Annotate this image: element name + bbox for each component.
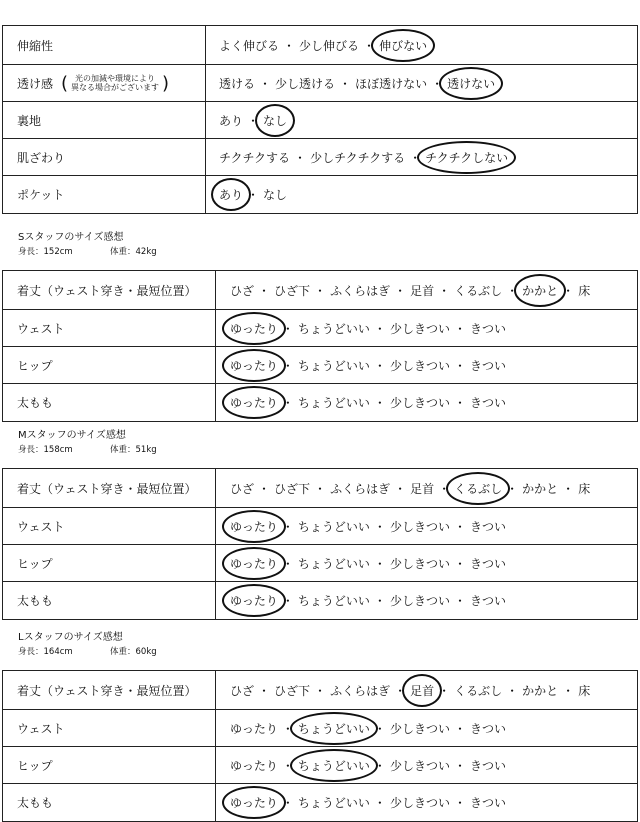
selected-option: 伸びない bbox=[379, 38, 428, 53]
row-options bbox=[218, 139, 637, 175]
option: くるぶし bbox=[454, 283, 503, 298]
row-label-text: 着丈（ウェスト穿き・最短位置） bbox=[17, 481, 197, 496]
option-separator: ・ bbox=[294, 150, 307, 165]
option-separator: ・ bbox=[281, 758, 294, 773]
option-separator: ・ bbox=[373, 721, 386, 736]
row-label bbox=[3, 102, 206, 138]
staff-height: 身長：164cm bbox=[18, 647, 73, 657]
row-label-text: ウェスト bbox=[17, 519, 65, 534]
option-separator: ・ bbox=[394, 283, 407, 298]
option: 少しきつい bbox=[389, 358, 450, 373]
row-options bbox=[229, 710, 637, 746]
option: ゆったり bbox=[230, 721, 278, 736]
staff-title: Lスタッフのサイズ感想 bbox=[18, 632, 123, 643]
option-separator: ・ bbox=[259, 76, 272, 91]
table-row bbox=[3, 671, 637, 710]
option-separator: ・ bbox=[373, 796, 386, 810]
row-label bbox=[3, 347, 216, 383]
row-label-text: 裏地 bbox=[17, 113, 42, 128]
row-label bbox=[3, 747, 216, 783]
selected-option: ゆったり bbox=[230, 594, 278, 608]
row-label-text: 着丈（ウェスト穿き・最短位置） bbox=[17, 683, 197, 698]
option-separator: ・ bbox=[453, 396, 466, 410]
row-label-text: ウェスト bbox=[17, 721, 65, 736]
staff-measurements bbox=[18, 645, 157, 657]
staff-weight: 体重：51kg bbox=[110, 445, 157, 455]
option-separator: ・ bbox=[562, 683, 575, 698]
selected-option: ゆったり bbox=[230, 321, 278, 336]
row-label bbox=[3, 784, 216, 821]
option-separator: ・ bbox=[373, 519, 386, 534]
selected-option: ゆったり bbox=[230, 796, 278, 810]
option-separator: ・ bbox=[453, 556, 466, 571]
table-row bbox=[3, 26, 637, 65]
option-separator: ・ bbox=[373, 396, 386, 410]
option: ほぼ透けない bbox=[355, 76, 428, 91]
option: ひざ下 bbox=[274, 481, 311, 496]
table-row bbox=[3, 508, 637, 545]
table-row bbox=[3, 784, 637, 821]
option: きつい bbox=[469, 396, 506, 410]
staff-weight: 体重：60kg bbox=[110, 647, 157, 657]
option-separator: ・ bbox=[438, 481, 451, 496]
option-separator: ・ bbox=[562, 481, 575, 496]
option: チクチクする bbox=[219, 150, 291, 165]
option: 少しきつい bbox=[389, 721, 450, 736]
row-label-text: ヒップ bbox=[17, 556, 53, 571]
option: ふくらはぎ bbox=[330, 481, 391, 496]
option-separator: ・ bbox=[339, 76, 352, 91]
note-line: 光の加減や環境により bbox=[75, 74, 156, 83]
selected-option: チクチクしない bbox=[425, 150, 509, 165]
selected-option: ゆったり bbox=[230, 556, 278, 571]
option: ちょうどいい bbox=[297, 396, 370, 410]
selected-option: ちょうどいい bbox=[297, 758, 370, 773]
row-label-text: ヒップ bbox=[17, 758, 53, 773]
option-separator: ・ bbox=[281, 721, 294, 736]
row-label bbox=[3, 139, 206, 175]
table-row bbox=[3, 582, 637, 619]
option: ふくらはぎ bbox=[330, 683, 391, 698]
option-separator: ・ bbox=[453, 519, 466, 534]
row-label bbox=[3, 582, 216, 619]
staff-measurements bbox=[18, 245, 157, 257]
row-options bbox=[229, 508, 637, 544]
selected-option: 足首 bbox=[410, 683, 435, 698]
option: 少し透ける bbox=[275, 76, 336, 91]
row-label bbox=[3, 545, 216, 581]
option-separator: ・ bbox=[453, 594, 466, 608]
option-separator: ・ bbox=[506, 481, 519, 496]
table-row bbox=[3, 176, 637, 213]
option-separator: ・ bbox=[438, 683, 451, 698]
selected-option: ちょうどいい bbox=[297, 721, 370, 736]
option: きつい bbox=[469, 721, 506, 736]
option: ちょうどいい bbox=[297, 321, 370, 336]
option: きつい bbox=[469, 594, 506, 608]
option-separator: ・ bbox=[281, 519, 294, 534]
option-separator: ・ bbox=[314, 683, 327, 698]
option: ちょうどいい bbox=[297, 796, 370, 810]
option: 少しきつい bbox=[389, 796, 450, 810]
row-label-text: 肌ざわり bbox=[17, 150, 66, 165]
option: 少し伸びる bbox=[299, 38, 360, 53]
option-separator: ・ bbox=[281, 556, 294, 571]
row-options bbox=[218, 65, 637, 101]
row-label bbox=[3, 710, 216, 746]
option-separator: ・ bbox=[281, 321, 294, 336]
row-label-text: 着丈（ウェスト穿き・最短位置） bbox=[17, 283, 197, 298]
row-label-text: 太もも bbox=[17, 594, 54, 608]
row-label-text: ウェスト bbox=[17, 321, 65, 336]
option: 床 bbox=[578, 683, 591, 698]
row-options bbox=[229, 271, 637, 309]
option: ちょうどいい bbox=[297, 519, 370, 534]
row-options bbox=[218, 176, 637, 213]
table-row bbox=[3, 469, 637, 508]
row-label bbox=[3, 271, 216, 309]
table-row bbox=[3, 545, 637, 582]
staff-table bbox=[2, 670, 638, 822]
option: 少しきつい bbox=[389, 519, 450, 534]
selected-option: あり bbox=[219, 188, 244, 202]
row-options bbox=[229, 747, 637, 783]
row-options bbox=[218, 26, 637, 64]
row-label bbox=[3, 508, 216, 544]
row-label bbox=[3, 469, 216, 507]
option: 床 bbox=[578, 481, 591, 496]
note-paren-open: ( bbox=[61, 72, 69, 94]
row-options bbox=[229, 384, 637, 421]
row-label-text: ポケット bbox=[17, 188, 65, 202]
option-separator: ・ bbox=[373, 758, 386, 773]
row-label bbox=[3, 65, 206, 101]
row-label-text: 太もも bbox=[17, 796, 54, 810]
option-separator: ・ bbox=[394, 683, 407, 698]
row-label bbox=[3, 384, 216, 421]
table-row bbox=[3, 747, 637, 784]
option-separator: ・ bbox=[453, 721, 466, 736]
selected-option: ゆったり bbox=[230, 396, 278, 410]
option: ちょうどいい bbox=[297, 358, 370, 373]
row-label bbox=[3, 671, 216, 709]
option-separator: ・ bbox=[247, 113, 260, 128]
row-label-text: ヒップ bbox=[17, 358, 53, 373]
table-row bbox=[3, 310, 637, 347]
selected-option: ゆったり bbox=[230, 519, 278, 534]
option: きつい bbox=[469, 556, 506, 571]
staff-measurements bbox=[18, 443, 157, 455]
table-row bbox=[3, 139, 637, 176]
option: 少しチクチクする bbox=[310, 150, 406, 165]
option: きつい bbox=[469, 758, 506, 773]
option-separator: ・ bbox=[453, 758, 466, 773]
option: 透ける bbox=[219, 76, 256, 91]
table-row bbox=[3, 271, 637, 310]
row-options bbox=[229, 784, 637, 821]
option: ひざ bbox=[230, 683, 255, 698]
row-label-note bbox=[61, 74, 169, 92]
option-separator: ・ bbox=[283, 38, 296, 53]
option-separator: ・ bbox=[562, 283, 575, 298]
option-separator: ・ bbox=[506, 283, 519, 298]
option-separator: ・ bbox=[431, 76, 444, 91]
option-separator: ・ bbox=[373, 556, 386, 571]
row-options bbox=[229, 469, 637, 507]
row-options bbox=[218, 102, 637, 138]
option-separator: ・ bbox=[281, 594, 294, 608]
row-label-text: 太もも bbox=[17, 396, 54, 410]
option-separator: ・ bbox=[314, 481, 327, 496]
option: くるぶし bbox=[454, 683, 503, 698]
staff-height: 身長：152cm bbox=[18, 247, 73, 257]
option: きつい bbox=[469, 796, 506, 810]
table-row bbox=[3, 102, 637, 139]
option-separator: ・ bbox=[373, 321, 386, 336]
option: ゆったり bbox=[230, 758, 278, 773]
table-row bbox=[3, 710, 637, 747]
option-separator: ・ bbox=[363, 38, 376, 53]
option: なし bbox=[263, 188, 288, 202]
option: きつい bbox=[469, 519, 506, 534]
option-separator: ・ bbox=[247, 188, 260, 202]
option-separator: ・ bbox=[409, 150, 422, 165]
option-separator: ・ bbox=[453, 796, 466, 810]
selected-option: ゆったり bbox=[230, 358, 278, 373]
option-separator: ・ bbox=[394, 481, 407, 496]
option: かかと bbox=[522, 481, 559, 496]
staff-height: 身長：158cm bbox=[18, 445, 73, 455]
row-label bbox=[3, 310, 216, 346]
option: ふくらはぎ bbox=[330, 283, 391, 298]
option-separator: ・ bbox=[506, 683, 519, 698]
selected-option: くるぶし bbox=[454, 481, 503, 496]
note-line: 異なる場合がございます bbox=[71, 83, 160, 92]
option: あり bbox=[219, 113, 244, 128]
row-label-text: 伸縮性 bbox=[17, 38, 54, 53]
note-text bbox=[71, 74, 159, 92]
fabric-table bbox=[2, 25, 638, 214]
option-separator: ・ bbox=[373, 358, 386, 373]
row-options bbox=[229, 347, 637, 383]
option: 少しきつい bbox=[389, 758, 450, 773]
option-separator: ・ bbox=[258, 683, 271, 698]
option: かかと bbox=[522, 683, 559, 698]
option: ひざ下 bbox=[274, 283, 311, 298]
staff-weight: 体重：42kg bbox=[110, 247, 157, 257]
option: きつい bbox=[469, 321, 506, 336]
note-paren-close: ) bbox=[162, 72, 170, 94]
table-row bbox=[3, 347, 637, 384]
option: 足首 bbox=[410, 283, 435, 298]
staff-table bbox=[2, 270, 638, 422]
option-separator: ・ bbox=[258, 481, 271, 496]
staff-title: Mスタッフのサイズ感想 bbox=[18, 430, 126, 441]
option-separator: ・ bbox=[453, 358, 466, 373]
option: 少しきつい bbox=[389, 594, 450, 608]
option: よく伸びる bbox=[219, 38, 280, 53]
option-separator: ・ bbox=[373, 594, 386, 608]
selected-option: かかと bbox=[522, 283, 559, 298]
option-separator: ・ bbox=[314, 283, 327, 298]
option: ひざ bbox=[230, 283, 255, 298]
row-options bbox=[229, 671, 637, 709]
row-label-text: 透け感 bbox=[17, 76, 54, 91]
table-row bbox=[3, 65, 637, 102]
option-separator: ・ bbox=[281, 358, 294, 373]
row-label bbox=[3, 26, 206, 64]
row-options bbox=[229, 582, 637, 619]
row-label bbox=[3, 176, 206, 213]
table-row bbox=[3, 384, 637, 421]
selected-option: なし bbox=[263, 113, 288, 128]
option-separator: ・ bbox=[281, 396, 294, 410]
option: 少しきつい bbox=[389, 556, 450, 571]
option: きつい bbox=[469, 358, 506, 373]
staff-title: Sスタッフのサイズ感想 bbox=[18, 232, 124, 243]
option-separator: ・ bbox=[453, 321, 466, 336]
row-options bbox=[229, 310, 637, 346]
option: ちょうどいい bbox=[297, 594, 370, 608]
option: 少しきつい bbox=[389, 396, 450, 410]
option: 床 bbox=[578, 283, 591, 298]
option-separator: ・ bbox=[258, 283, 271, 298]
option: ちょうどいい bbox=[297, 556, 370, 571]
option: ひざ下 bbox=[274, 683, 311, 698]
row-options bbox=[229, 545, 637, 581]
staff-table bbox=[2, 468, 638, 620]
option: ひざ bbox=[230, 481, 255, 496]
option: 足首 bbox=[410, 481, 435, 496]
option-separator: ・ bbox=[438, 283, 451, 298]
option-separator: ・ bbox=[281, 796, 294, 810]
selected-option: 透けない bbox=[447, 76, 496, 91]
option: 少しきつい bbox=[389, 321, 450, 336]
